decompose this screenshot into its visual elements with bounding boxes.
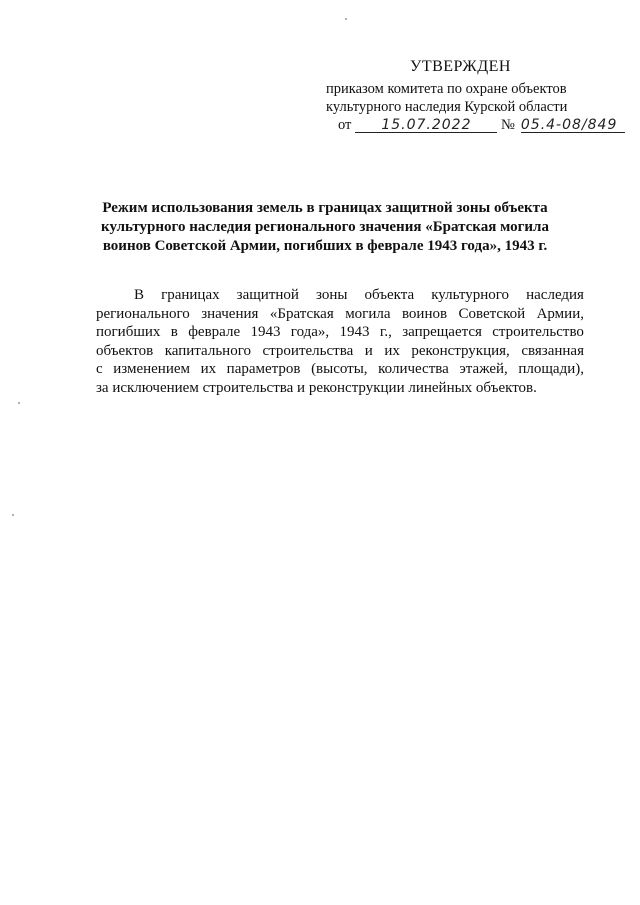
body-paragraph: [96, 286, 584, 397]
body-word: погибших: [96, 324, 161, 340]
body-word: их: [200, 361, 217, 377]
body-line: [96, 323, 584, 342]
scan-speck: [345, 18, 347, 20]
number-prefix: №: [501, 117, 515, 133]
body-word: значения: [201, 305, 259, 322]
body-word: Советской: [458, 305, 526, 322]
body-word: реконструкция,: [411, 342, 510, 359]
scan-speck: [12, 514, 14, 516]
body-word: регионального: [96, 305, 190, 322]
body-word: капитального: [164, 342, 251, 359]
body-word: воинов: [401, 305, 448, 322]
approval-date-number: [338, 116, 625, 134]
body-line: [96, 360, 584, 379]
body-word: с: [96, 361, 103, 377]
body-word: 1943: [250, 324, 281, 340]
body-line-last: за исключением строительства и реконструкции линейных объектов.: [96, 379, 537, 396]
body-line: [96, 342, 584, 361]
body-word: года»,: [290, 324, 330, 340]
body-word: строительство: [492, 324, 584, 340]
body-word: зоны: [316, 287, 348, 303]
body-line: [96, 286, 584, 305]
body-word: могила: [345, 305, 391, 322]
body-word: параметров: [226, 361, 301, 377]
body-word: связанная: [521, 342, 584, 359]
body-word: границах: [161, 287, 220, 303]
body-word: защитной: [236, 287, 299, 303]
body-word: объекта: [364, 287, 415, 303]
body-line: [96, 305, 584, 324]
body-word: их: [384, 342, 400, 359]
body-word: изменением: [113, 361, 191, 377]
body-word: и: [364, 342, 373, 359]
body-word: объектов: [96, 342, 154, 359]
body-word: В: [134, 287, 145, 303]
heading-line: воинов Советской Армии, погибших в феврале 1943 года», 1943 г.: [102, 238, 548, 254]
number-field: [521, 116, 625, 133]
body-word: Армии,: [536, 305, 584, 322]
handwritten-number: 05.4-08/849: [520, 117, 618, 133]
body-word: этажей,: [459, 361, 508, 377]
document-heading: [70, 199, 580, 256]
body-word: запрещается: [402, 324, 482, 340]
body-word: наследия: [526, 287, 584, 303]
approval-line-committee: культурного наследия Курской области: [326, 99, 568, 115]
body-word: феврале: [188, 324, 241, 340]
body-word: (высоты,: [311, 361, 368, 377]
date-field: [355, 116, 497, 133]
approval-title: УТВЕРЖДЕН: [410, 58, 511, 75]
heading-line: Режим использования земель в границах защитной зоны объекта: [102, 200, 548, 216]
body-word: г.,: [379, 324, 392, 340]
date-prefix: от: [338, 117, 352, 133]
body-word: количества: [378, 361, 449, 377]
approval-line-order: приказом комитета по охране объектов: [326, 81, 567, 97]
body-word: культурного: [431, 287, 510, 303]
scan-speck: [18, 402, 20, 404]
handwritten-date: 15.07.2022: [381, 117, 472, 133]
body-word: «Братская: [269, 305, 334, 322]
body-word: 1943: [339, 324, 370, 340]
heading-line: культурного наследия регионального значения «Братская могила: [101, 219, 549, 235]
body-word: площади),: [518, 361, 584, 377]
body-word: в: [170, 324, 178, 340]
body-word: строительства: [262, 342, 354, 359]
